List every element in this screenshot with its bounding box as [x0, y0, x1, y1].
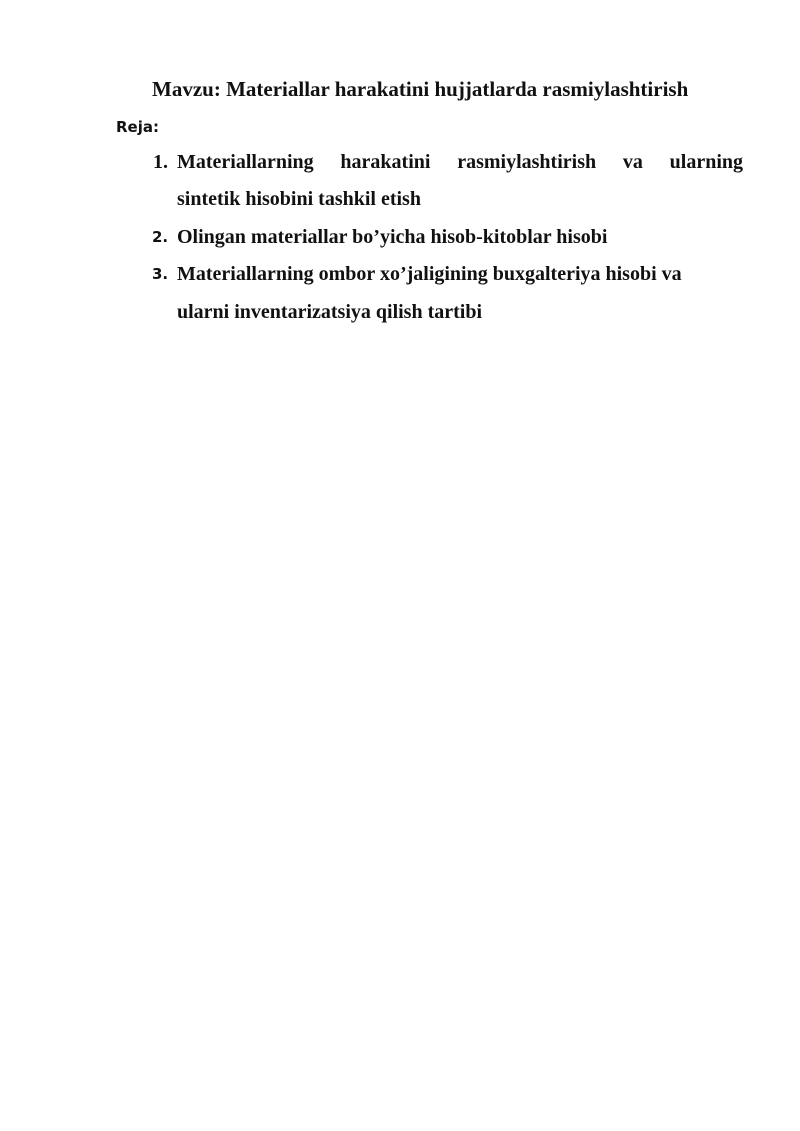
plan-item-line: ularni inventarizatsiya qilish tartibi [177, 301, 483, 323]
plan-item-number: 2. [152, 228, 169, 246]
plan-item-line: Materiallarning ombor xo’jaligining buxgalteriya hisobi va [177, 263, 682, 285]
plan-item-line: Olingan materiallar bo’yicha hisob-kitoblar hisobi [177, 226, 608, 248]
plan-item-number: 3. [152, 265, 169, 283]
plan-item-number: 1. [153, 151, 168, 173]
plan-item-line: sintetik hisobini tashkil etish [177, 188, 421, 210]
plan-heading: Reja: [116, 118, 159, 136]
plan-item-line: Materiallarning harakatini rasmiylashtirish va ularning [177, 151, 743, 173]
page-title: Mavzu: Materiallar harakatini hujjatlarda rasmiylashtirish [152, 77, 689, 101]
